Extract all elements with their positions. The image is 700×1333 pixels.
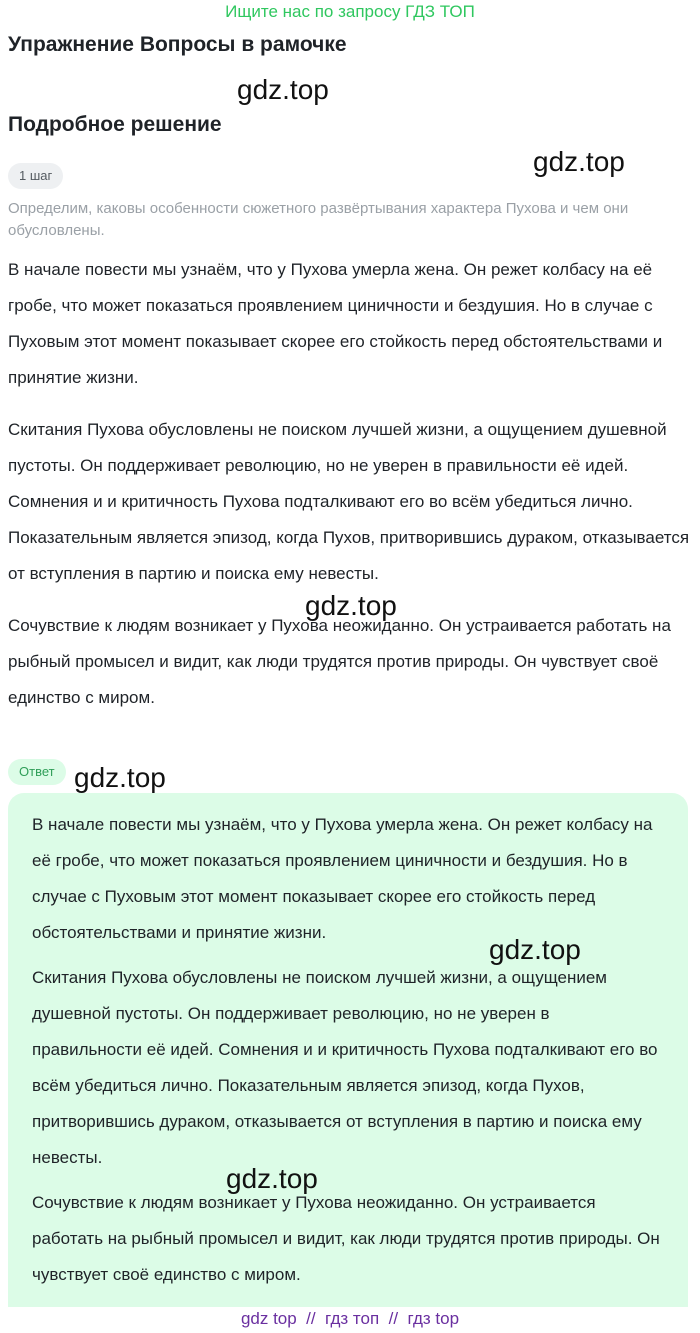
step-badge: 1 шаг <box>8 163 63 189</box>
solution-paragraph: Сочувствие к людям возникает у Пухова неожиданно. Он устраивается работать на рыбный промысел и видит, как люди трудятся против природы. Он чувствует своё единство с миром. <box>8 616 671 707</box>
solution-paragraph: Скитания Пухова обусловлены не поиском лучшей жизни, а ощущением душевной пустоты. Он поддерживает революцию, но не уверен в правильности её идей. Сомнения и и критичность Пухова подталкивают его во всём убедиться лично. Показательным является эпизод, когда Пухов, притворившись дураком, отказывается от вступления в партию и поиска ему невесты. <box>8 420 690 583</box>
solution-paragraph: В начале повести мы узнаём, что у Пухова умерла жена. Он режет колбасу на её гробе, что может показаться проявлением циничности и бездушия. Но в случае с Пуховым этот момент показывает скорее его стойкость перед обстоятельствами и принятие жизни. <box>8 260 663 387</box>
answer-paragraph: В начале повести мы узнаём, что у Пухова умерла жена. Он режет колбасу на её гробе, что может показаться проявлением циничности и бездушия. Но в случае с Пуховым этот момент показывает скорее его стойкость перед обстоятельствами и принятие жизни. <box>32 815 653 942</box>
watermark: gdz.top <box>489 934 581 965</box>
answer-badge: Ответ <box>8 759 66 785</box>
watermark: gdz.top <box>226 1163 318 1194</box>
solution-text <box>8 252 692 732</box>
watermark: gdz.top <box>305 590 397 621</box>
footer-links[interactable]: gdz top // гдз топ // гдз top <box>240 1309 460 1328</box>
exercise-title: Упражнение Вопросы в рамочке <box>8 33 347 56</box>
answer-paragraph: Сочувствие к людям возникает у Пухова неожиданно. Он устраивается работать на рыбный промысел и видит, как люди трудятся против природы. Он чувствует своё единство с миром. <box>32 1193 660 1284</box>
watermark: gdz.top <box>533 146 625 177</box>
step-hint: Определим, каковы особенности сюжетного развёртывания характера Пухова и чем они обусловлены. <box>8 200 629 239</box>
watermark: gdz.top <box>74 762 166 793</box>
answer-box <box>8 793 688 1307</box>
solution-title: Подробное решение <box>8 113 222 136</box>
search-banner[interactable]: Ищите нас по запросу ГДЗ ТОП <box>225 2 475 21</box>
answer-paragraph: Скитания Пухова обусловлены не поиском лучшей жизни, а ощущением душевной пустоты. Он поддерживает революцию, но не уверен в правильности её идей. Сомнения и и критичность Пухова подталкивают его во всём убедиться лично. Показательным является эпизод, когда Пухов, притворившись дураком, отказывается от вступления в партию и поиска ему невесты. <box>32 968 658 1167</box>
watermark: gdz.top <box>237 74 329 105</box>
